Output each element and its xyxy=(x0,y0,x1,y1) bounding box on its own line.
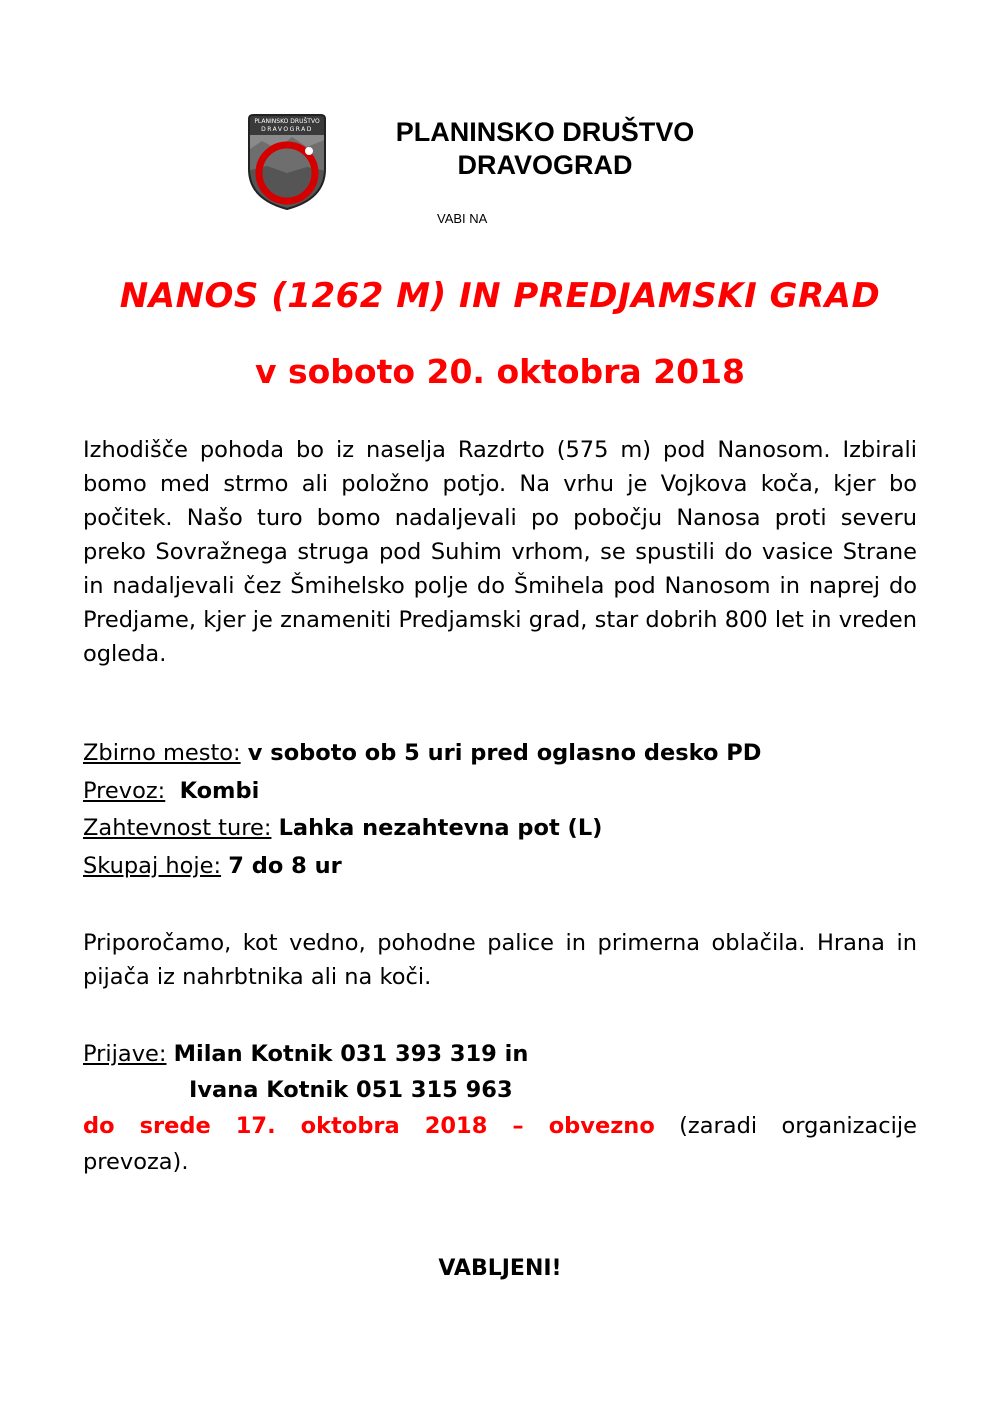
detail-difficulty xyxy=(83,810,761,848)
invite-text: VABI NA xyxy=(437,211,488,226)
organization-name xyxy=(380,116,710,182)
detail-meeting-point xyxy=(83,735,761,773)
closing-text: VABLJENI! xyxy=(438,1256,562,1281)
registration-label: Prijave: xyxy=(83,1041,167,1067)
registration-contact1: Milan Kotnik 031 393 319 in xyxy=(173,1041,529,1067)
registration-note-part2: prevoza). xyxy=(83,1149,189,1175)
detail-label: Zahtevnost ture: xyxy=(83,815,272,841)
detail-duration xyxy=(83,848,761,886)
registration-note-part1: (zaradi organizacije xyxy=(679,1113,917,1139)
recommendation-paragraph: Priporočamo, kot vedno, pohodne palice in primerna oblačila. Hrana in pijača iz nahrbtnika ali na koči. xyxy=(83,930,917,990)
event-date: v soboto 20. oktobra 2018 xyxy=(254,352,746,391)
detail-label: Prevoz: xyxy=(83,777,166,804)
org-line2: DRAVOGRAD xyxy=(457,150,633,180)
club-logo xyxy=(247,111,327,211)
detail-value: Kombi xyxy=(179,777,260,804)
event-details xyxy=(83,735,761,885)
detail-value: v soboto ob 5 uri pred oglasno desko PD xyxy=(247,740,762,766)
org-line1: PLANINSKO DRUŠTVO xyxy=(395,117,695,147)
registration-contact2: Ivana Kotnik 051 315 963 xyxy=(189,1077,513,1103)
detail-label: Zbirno mesto: xyxy=(83,740,241,766)
logo-text-line2: DRAVOGRAD xyxy=(261,126,313,133)
event-title: NANOS (1262 M) IN PREDJAMSKI GRAD xyxy=(119,276,881,316)
detail-value: 7 do 8 ur xyxy=(228,852,342,879)
intro-paragraph: Izhodišče pohoda bo iz naselja Razdrto (575 m) pod Nanosom. Izbirali bomo med strmo ali položno potjo. Na vrhu je Vojkova koča, kjer bo počitek. Našo turo bomo nadaljevali po pobočju Nanosa proti severu preko Sovražnega struga pod Suhim vrhom, se spustili do vasice Strane in nadaljevali čez Šmihelsko polje do Šmihela pod Nanosom in naprej do Predjame, kjer je znameniti Predjamski grad, star dobrih 800 let in vreden ogleda. xyxy=(83,437,917,667)
detail-label: Skupaj hoje: xyxy=(83,852,222,879)
detail-transport xyxy=(83,773,761,811)
registration-line1 xyxy=(83,1036,917,1072)
detail-value: Lahka nezahtevna pot (L) xyxy=(278,815,603,841)
registration-deadline-line xyxy=(83,1108,917,1144)
registration-deadline: do srede 17. oktobra 2018 – obvezno xyxy=(83,1113,655,1139)
logo-text-line1: PLANINSKO DRUŠTVO xyxy=(254,118,320,125)
registration-section xyxy=(83,1036,917,1180)
